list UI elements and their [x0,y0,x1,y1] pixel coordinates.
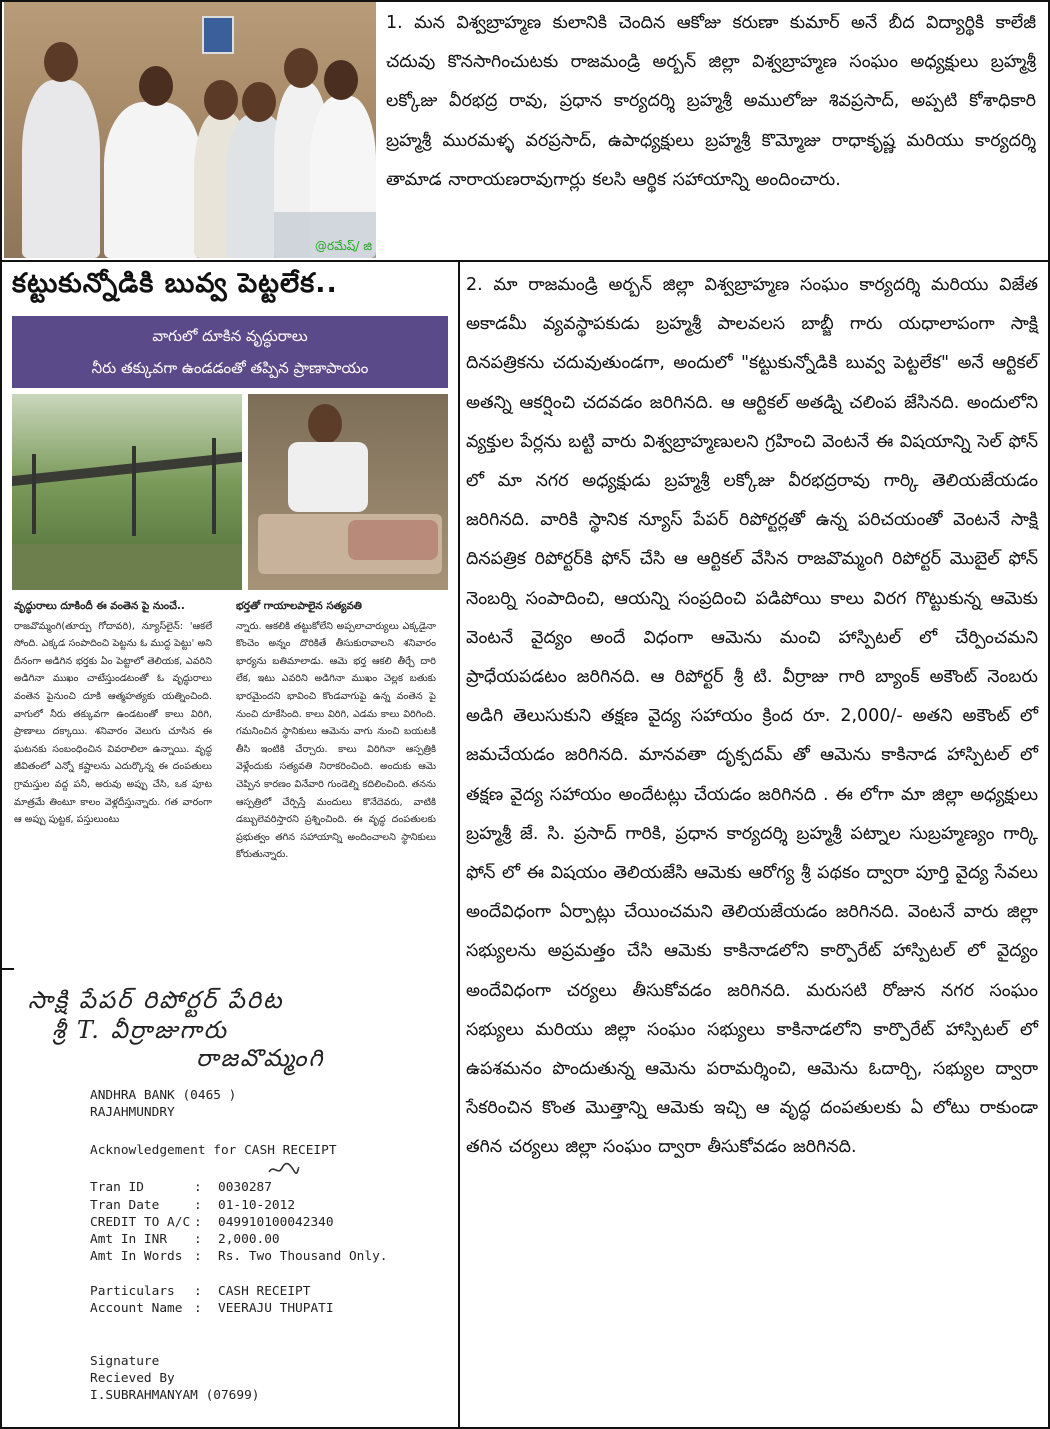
clipping-divider [0,968,14,970]
clipping-column-2-head: భర్తతో గాయాలపాలైన సత్యవతి [236,600,362,612]
receipt-sep: : [194,1198,202,1213]
clipping-column-2-body: న్నారు. ఆకలికి తట్టుకోలేని అప్పలాచార్యులు ఎక్కడైనా కొంచెం అన్నం దొరికితే తీసుకురావాలని శనివారం భార్యను బతిమాలాడు. ఆమె భర్త ఆకలి తీర్చే దారి లేక, ఇటు ఎవరిని అడిగినా ముఖం చెల్లక బతుకు భారమైందని భావించి కొండవాగుపై ఉన్న వంతెన పై నుంచి దూకేసింది. కాలు విరిగి, ఎడమ కాలు విరిగింది. గమనించిన స్థానికులు ఆమెను వాగు నుంచి బయటకి తీసి ఇంటికి చేర్చారు. కాలు విరిగినా ఆస్పత్రికి వెళ్లేందుకు సత్యవతి నిరాకరించింది. అందుకు ఆమె చెప్పిన కారణం వినేవారి గుండెల్ని కదిలించింది. తనను ఆస్పత్రిలో చేర్పిస్తే మందులు కొనేదెవరు, వాటికి డబ్బులెవరిస్తారని ప్రశ్నించింది. ఈ వృద్ధ దంపతులకు ప్రభుత్వం తగిన సహాయాన్ని అందించాలని స్థానికులు కోరుతున్నారు. [236,620,436,861]
received-by-label: Recieved By [90,1371,175,1386]
receipt-row [90,1198,295,1213]
handwritten-line-1: సాక్షి పేపర్ రిపోర్టర్ పేరిట [28,986,284,1014]
receipt-key: Amt In INR [90,1232,168,1247]
section2-text: 2. మా రాజమండ్రి అర్బన్ జిల్లా విశ్వబ్రాహ్మణ సంఘం కార్యదర్శి మరియు విజేత అకాడమీ వ్యవస్థాపకుడు బ్రహ్మశ్రీ పాలవలస బాబ్జీ గారు యధాలాపంగా సాక్షి దినపత్రికను చదువుతుండగా, అందులో "కట్టుకున్నోడికి బువ్వ పెట్టలేక" అనే ఆర్టికల్ అతన్ని ఆకర్షించి చదవడం జరిగినది. ఆ ఆర్టికల్ అతడ్ని చలింప జేసినది. అందులోని వ్యక్తుల పేర్లను బట్టి వారు విశ్వబ్రాహ్మణులని గ్రహించి వెంటనే ఈ విషయాన్ని సెల్ ఫోన్ లో మా నగర అధ్యక్షుడు బ్రహ్మశ్రీ లక్కోజు వీరభద్రరావు గార్కి తెలియజేయడం జరిగినది. వారికి స్థానిక న్యూస్ పేపర్ రిపోర్టర్లతో ఉన్న పరిచయంతో వెంటనే సాక్షి దినపత్రిక రిపోర్టర్‌కి ఫోన్ చేసి ఆ ఆర్టికల్ వేసిన రాజవొమ్మంగి రిపోర్టర్ మొబైల్ ఫోన్ నెంబర్ని సంపాదించి, ఆయన్ని సంప్రదించి పడిపోయి కాలు విరగ గొట్టుకున్న ఆమెకు వెంటనే వైద్యం అందే విధంగా ఆమెను మంచి హాస్పిటల్ లో చేర్పించమని ప్రాధేయపడటం జరిగినది. ఆ రిపోర్టర్ శ్రీ టి. వీర్రాజు గారి బ్యాంక్ అకౌంట్ నెంబరు అడిగి తెలుసుకుని తక్షణ వైద్య సహాయం క్రింద రూ. 2,000/- అతని అకౌంట్ లో జమచేయడం జరిగినది. మానవతా దృక్పదమ్ తో ఆమెను కాకినాడ హాస్పిటల్ లో తక్షణ వైద్య సహాయం అందేటట్లు చేయడం జరిగినది . ఈ లోగా మా జిల్లా అధ్యక్షులు బ్రహ్మశ్రీ జే. సి. ప్రసాద్ గారికి, ప్రధాన కార్యదర్శి బ్రహ్మశ్రీ పట్నాల సుబ్రహ్మణ్యం గార్కి ఫోన్ లో ఈ విషయం తెలియజేసి ఆమెకు ఆరోగ్య శ్రీ పథకం ద్వారా పూర్తి వైద్య సేవలు అందేవిధంగా ఏర్పాట్లు చేయించమని తెలియజేయడం జరిగినది. వెంటనే వారు జిల్లా సభ్యులను అప్రమత్తం చేసి ఆమెకు కాకినాడలోని కార్పొరేట్ హాస్పిటల్ లో వైద్యం అందేవిధంగా చర్యలు తీసుకోవడం జరిగినది. మరుసటి రోజున నగర సంఘం సభ్యులు మరియు జిల్లా సంఘం సభ్యులు కాకినాడలోని కార్పొరేట్ హాస్పిటల్ లో ఉపశమనం పొందుతున్న ఆమెను పరామర్శించి, ఆమెను ఓదార్చి, సభ్యుల ద్వారా సేకరించిన కొంత మొత్తాన్ని ఆమెకు ఇచ్చి ఆ వృద్ధ దంపతులకు ఏ లోటు రాకుండా తగిన చర్యలు జిల్లా సంఘం ద్వారా తీసుకోవడం జరిగినది. [466,275,1038,1158]
clipping-column-1 [14,598,212,914]
receipt-value: Rs. Two Thousand Only. [218,1249,388,1264]
bank-name: ANDHRA BANK (0465 ) [90,1088,237,1103]
clipping-subline-2: నీరు తక్కువగా ఉండడంతో తప్పిన ప్రాణాపాయం [91,359,369,377]
receipt-value: 0030287 [218,1180,272,1195]
bank-branch: RAJAHMUNDRY [90,1105,175,1120]
receipt-key: Tran ID [90,1180,144,1195]
receipt-row [90,1215,334,1230]
clipping-column-1-body: రాజవొమ్మంగి(తూర్పు గోదావరి), న్యూస్‌లైన్: 'ఆకలే సోంది. ఎక్కడ సంపాదించి పెట్టను ఓ ముద్ద పెట్టు' అని దీనంగా అడిగిన భర్తకు ఏం పెట్టాలో తెలియక, ఎవరిని అడిగినా ముఖం చాటేస్తుండటంతో ఓ వృద్ధురాలు వంతెన పైనుంచి దూకి ఆత్మహత్యకు యత్నించింది. వాగులో నీరు తక్కువగా ఉండటంతో కాలు విరిగి, ప్రాణాలు దక్కాయి. శనివారం వెలుగు చూసిన ఈ ఘటనకు సంబంధించిన వివరాలిలా ఉన్నాయి. వృద్ధ జీవితంలో ఎన్నో కష్టాలను ఎదుర్కొన్న ఈ దంపతులు గ్రామస్తుల వద్ద పనీ, అరువు అప్పు చేసి, ఒక పూట మాత్రమే తింటూ కాలం వెళ్లదీస్తున్నారు. గత వారంగా ఆ అప్పు పుట్టక, పస్తులుంటు [14,620,212,826]
received-by-officer: I.SUBRAHMANYAM (07699) [90,1388,260,1403]
receipt-title: Acknowledgement for CASH RECEIPT [90,1143,337,1158]
receipt-value: VEERAJU THUPATI [218,1301,334,1316]
receipt-sep: : [194,1215,202,1230]
clipping-subline-1: వాగులో దూకిన వృద్ధురాలు [152,327,308,345]
clipping-column-2 [236,598,436,914]
receipt-sep: : [194,1284,202,1299]
receipt-row [90,1301,334,1316]
bridge-photo [12,394,242,590]
receipt-value: 049910100042340 [218,1215,334,1230]
receipt-sep: : [194,1249,202,1264]
clipping-subheadline [12,316,448,388]
signature-label: Signature [90,1354,160,1369]
receipt-key: CREDIT TO A/C [90,1215,191,1230]
couple-photo [248,394,448,590]
clipping-headline: కట్టుకున్నోడికి బువ్వ పెట్టలేక.. [12,268,338,299]
photo-credit: @రమేష్/ జి [315,239,372,253]
receipt-key: Account Name [90,1301,183,1316]
receipt-sep: : [194,1180,202,1195]
receipt-key: Amt In Words [90,1249,183,1264]
receipt-sep: : [194,1232,202,1247]
receipt-value: CASH RECEIPT [218,1284,311,1299]
receipt-sep: : [194,1301,202,1316]
handwritten-line-3: రాజవొమ్మంగి [196,1044,325,1072]
receipt-row [90,1180,272,1195]
receipt-row [90,1249,388,1264]
clipping-column-1-head: వృద్ధురాలు దూకిందీ ఈ వంతెన పై నుంచే.. [14,600,185,612]
receipt-value: 01-10-2012 [218,1198,296,1213]
receipt-key: Tran Date [90,1198,160,1213]
group-photo [4,2,376,258]
receipt-row [90,1232,280,1247]
handwritten-line-2: శ్రీ T. వీర్రాజుగారు [52,1016,228,1044]
receipt-row [90,1284,310,1299]
section1-text: 1. మన విశ్వబ్రాహ్మణ కులానికి చెందిన ఆకోజు కరుణా కుమార్ అనే బీద విద్యార్థికి కాలేజీ చదువు కొనసాగించుటకు రాజమండ్రి అర్బన్ జిల్లా విశ్వబ్రాహ్మణ సంఘం అధ్యక్షులు బ్రహ్మశ్రీ లక్కోజు వీరభద్ర రావు, ప్రధాన కార్యదర్శి బ్రహ్మశ్రీ అములోజు శివప్రసాద్, అప్పటి కోశాధికారి బ్రహ్మశ్రీ మురమళ్ళ వరప్రసాద్, ఉపాధ్యక్షులు బ్రహ్మశ్రీ కొమ్మోజు రాధాకృష్ణ మరియు కార్యదర్శి తామాడ నారాయణరావుగార్లు కలసి ఆర్థిక సహాయాన్ని అందించారు. [386,13,1036,190]
signature-scribble [268,1161,300,1175]
receipt-key: Particulars [90,1284,175,1299]
receipt-value: 2,000.00 [218,1232,280,1247]
